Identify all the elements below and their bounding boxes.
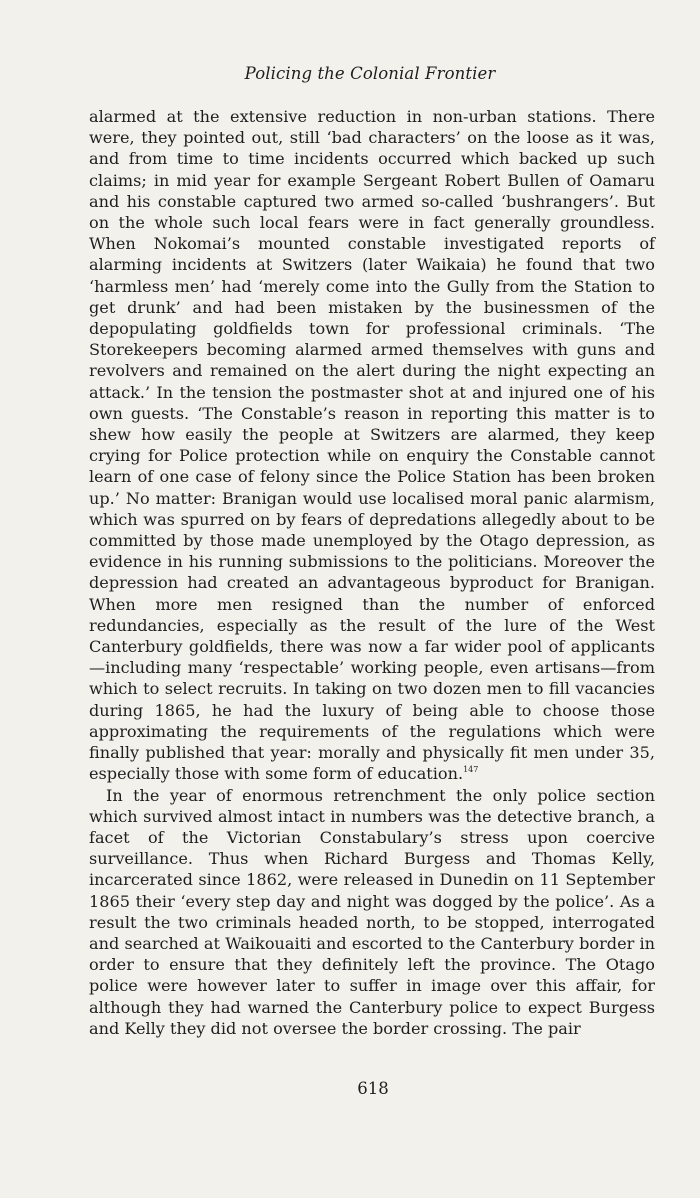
paragraph-1 — [89, 106, 655, 785]
running-title: Policing the Colonial Frontier — [244, 64, 496, 83]
paragraph-2: In the year of enormous retrenchment the only police section which survived almost intact in numbers was the detective branch, a facet of the Victorian Constabulary’s stress upon coercive surveillance. Thus when Richard Burgess and Thomas Kelly, incarcerated since 1862, were released in Dunedin on 11 September 1865 their ‘every step day and night was dogged by the police’. As a result the two criminals headed north, to be stopped, interrogated and searched at Waikouaiti and escorted to the Canterbury border in order to ensure that they definitely left the province. The Otago police were however later to suffer in image over this affair, for although they had warned the Canterbury police to expect Burgess and Kelly they did not oversee the border crossing. The pair — [89, 785, 655, 1038]
page-number: 618 — [357, 1079, 389, 1098]
paragraph-1-text: alarmed at the extensive reduction in non-urban stations. There were, they pointed out, still ‘bad characters’ on the loose as it was, and from time to time incidents occurred which backed up such claims; in mid year for example Sergeant Robert Bullen of Oamaru and his constable captured two armed so-called ‘bushrangers’. But on the whole such local fears were in fact generally groundless. When Nokomai’s mounted constable investigated reports of alarming incidents at Switzers (later Waikaia) he found that two ‘harmless men’ had ‘merely come into the Gully from the Station to get drunk’ and had been mistaken by the businessmen of the depopulating goldfields town for professional criminals. ‘The Storekeepers becoming alarmed armed themselves with guns and revolvers and remained on the alert during the night expecting an attack.’ In the tension the postmaster shot at and injured one of his own guests. ‘The Constable’s reason in reporting this matter is to shew how easily the people at Switzers are alarmed, they keep crying for Police protection while on enquiry the Constable cannot learn of one case of felony since the Police Station has been broken up.’ No matter: Branigan would use localised moral panic alarmism, which was spurred on by fears of depredations allegedly about to be committed by those made unemployed by the Otago depression, as evidence in his running submissions to the politicians. Moreover the depression had created an advantageous byproduct for Branigan. When more men resigned than the number of enforced redundancies, especially as the result of the lure of the West Canterbury goldfields, there was now a far wider pool of applicants—including many ‘respectable’ working people, even artisans—from which to select recruits. In taking on two dozen men to fill vacancies during 1865, he had the luxury of being able to choose those approximating the requirements of the regulations which were finally published that year: morally and physically fit men under 35, especially those with some form of education. — [89, 107, 655, 784]
footnote-reference: 147 — [463, 765, 479, 775]
body-text — [89, 106, 655, 1039]
